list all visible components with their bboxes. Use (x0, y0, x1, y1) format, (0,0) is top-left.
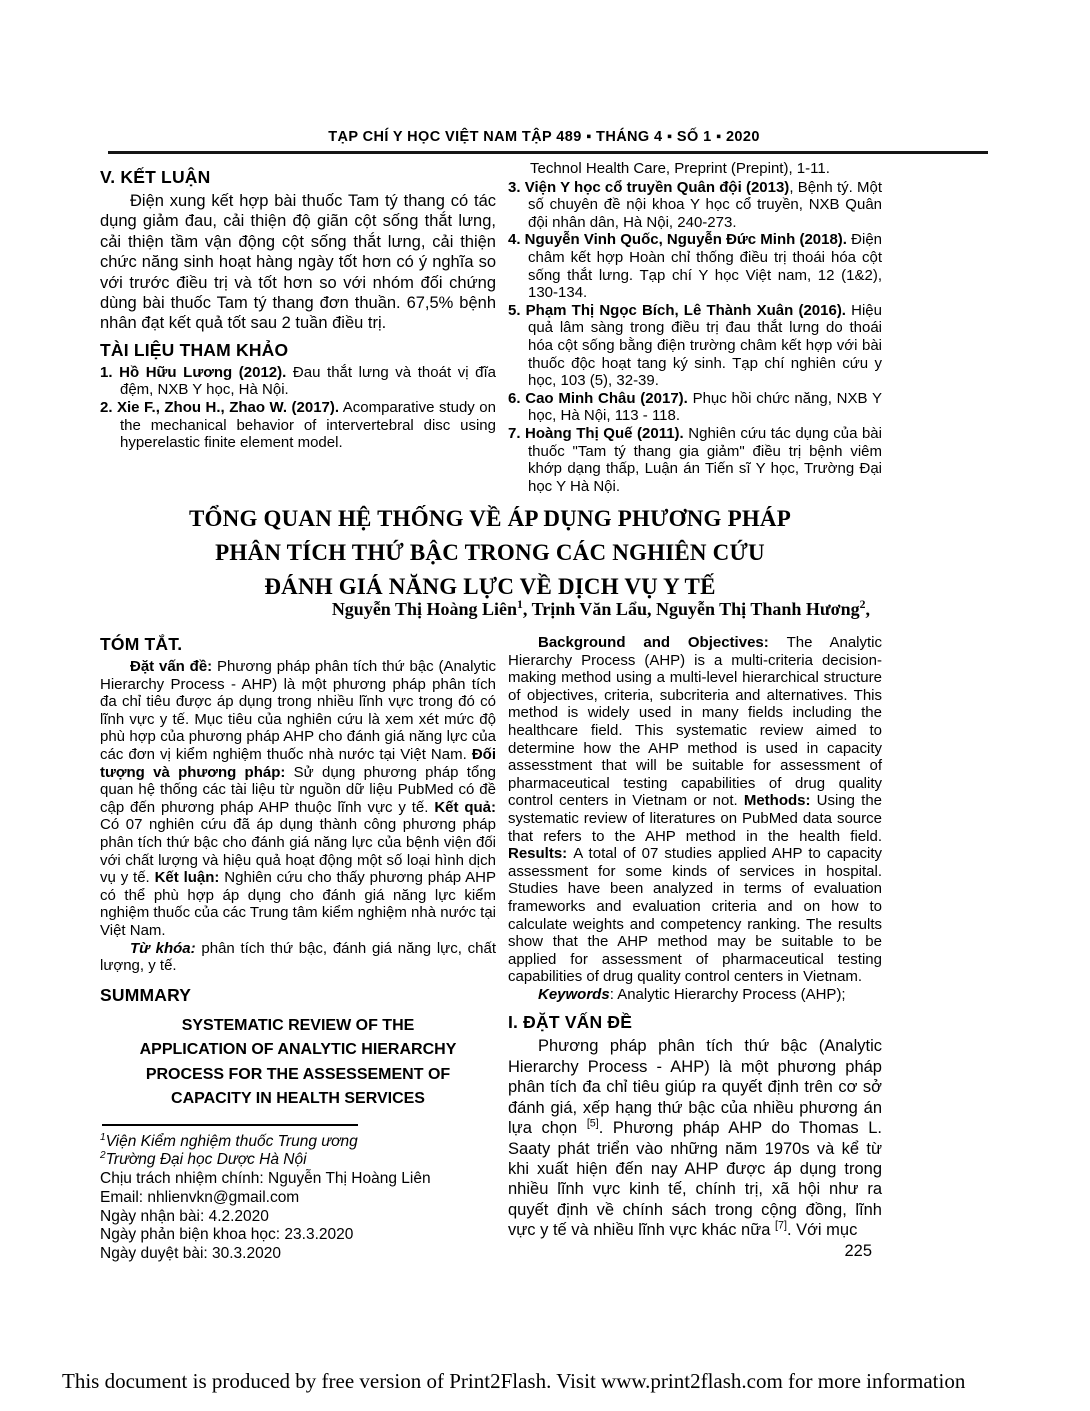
reference-item (100, 399, 496, 452)
prev-article-right-column (508, 160, 882, 495)
article-title (100, 502, 880, 604)
reference-continuation: Technol Health Care, Preprint (Prepint), 1-11. (530, 160, 830, 177)
conclusion-heading: V. KẾT LUẬN (100, 167, 211, 187)
abstract-en-keywords: Keywords: Analytic Hierarchy Process (AHP); (538, 985, 846, 1003)
reference-item (508, 179, 882, 232)
reference-authors: 1. Hồ Hữu Lương (2012). (100, 363, 287, 381)
summary-title-line: PROCESS FOR THE ASSESSEMENT OF (145, 1065, 451, 1083)
article-authors: Nguyễn Thị Hoàng Liên$^1$, Trịnh Văn Lẩu, Nguyễn Thị Thanh Hương$^2$, (331, 598, 870, 619)
reference-list-right (508, 179, 882, 496)
abstract-vi-paragraph: Đặt vấn đề: Phương pháp phân tích thứ bậc (Analytic Hierarchy Process - AHP) là một phương pháp phân tích đa chỉ tiêu được áp dụng trong nhiều lĩnh vực trong đó có lĩnh vực y tế. Mục tiêu của nghiên cứu là xem xét mức độ phù hợp của phương pháp AHP cho đánh giá năng lực của các đơn vị kiểm nghiệm thuốc nhà nước tại Việt Nam. Đối tượng và phương pháp: Sử dụng phương pháp tổng quan hệ thống các tài liệu từ nguồn dữ liệu PubMed có đề cập đến phương pháp AHP thuộc lĩnh vực y tế. Kết quả: Có 07 nghiên cứu đã áp dụng thành công phương pháp phân tích thứ bậc cho đánh giá năng lực của bệnh viện đối với chất lượng và hiệu quả hoạt động một số loại hình dịch vụ y tế. Kết luận: Nghiên cứu cho thấy phương pháp AHP có thể phù hợp áp dụng cho đánh giá năng lực kiểm nghiệm thuốc của các Trung tâm kiểm nghiệm nhà nước tại Việt Nam. (100, 658, 497, 939)
abstract-en-paragraph: Background and Objectives: The Analytic Hierarchy Process (AHP) is a multi-criteria decision-making method using a multi-level hierarchical structure of objectives, criteria, subcriteria and alternatives. This method is widely used in many fields including the healthcare field. This systematic review aimed to determine how the AHP method is used in capacity assesstment that will be suitable for assessment of pharmaceutical testing capabilities of drug quality control centers in Vietnam or not. Methods: Using the systematic review of literatures on PubMed data source that refers to the AHP method in the health field. Results: A total of 07 studies applied AHP to capacity assessment for some kinds of services in hospital. Studies have been analyzed in terms of evaluation frameworks and evaluation criteria and on how to calculate weights and competency ranking. The results show that the AHP method may be suitable to be applied for assessment of pharmaceutical testing capabilities of drug quality control centers in Vietnam. (508, 634, 883, 986)
reference-text: Nghiên cứu tác dụng của bài thuốc "Tam tý thang gia giảm" điều trị bệnh viêm khớp dạng thấp, Luận án Tiến sĩ Y học, Trường Đại học Y Hà Nội. (528, 424, 882, 495)
article-title-line: PHÂN TÍCH THỨ BẬC TRONG CÁC NGHIÊN CỨU (215, 540, 765, 565)
reference-item (508, 390, 882, 425)
reference-text: Acomparative study on the mechanical behavior of intervertebral disc using hyperelastic finite element model. (120, 399, 496, 452)
reference-item (508, 425, 882, 495)
article-title-line: TỔNG QUAN HỆ THỐNG VỀ ÁP DỤNG PHƯƠNG PHÁP (189, 506, 791, 531)
reference-list-left (100, 364, 496, 452)
page-number: 225 (844, 1242, 872, 1260)
footnote-date-received: Ngày nhận bài: 4.2.2020 (100, 1207, 269, 1225)
footnote-rule (102, 1124, 358, 1126)
reference-text: Phục hồi chức năng, NXB Y học, Hà Nội, 113 - 118. (528, 389, 882, 425)
reference-item (100, 364, 496, 399)
article-right-column (508, 634, 882, 1241)
article-left-column (100, 634, 496, 1264)
summary-title-line: SYSTEMATIC REVIEW OF THE (181, 1016, 415, 1034)
references-heading: TÀI LIỆU THAM KHẢO (100, 339, 289, 360)
footnote-date-accepted: Ngày duyệt bài: 30.3.2020 (100, 1244, 281, 1262)
abstract-vi-heading: TÓM TẮT. (100, 634, 183, 654)
footnote-affiliation-1: $^1$Viện Kiểm nghiệm thuốc Trung ương (100, 1131, 358, 1150)
introduction-paragraph: Phương pháp phân tích thứ bậc (Analytic Hierarchy Process - AHP) là một phương pháp phân tích đa chỉ tiêu giúp ra quyết định trên cơ sở đánh giá, xếp hạng thứ bậc của nhiều phương án lựa chọn [5]. Phương pháp AHP do Thomas L. Saaty phát triển vào những năm 1970s và kể từ khi xuất hiện đến nay AHP được áp dụng trong nhiều lĩnh vực kinh tế, chính trị, xã hội như ra quyết định về chính sách trong cộng đồng, lĩnh vực y tế và nhiều lĩnh vực khác nữa [7]. Với mục (508, 1037, 882, 1240)
article-title-line: ĐÁNH GIÁ NĂNG LỰC VỀ DỊCH VỤ Y TẾ (264, 574, 716, 599)
summary-title-line: APPLICATION OF ANALYTIC HIERARCHY (139, 1041, 457, 1059)
reference-authors: 3. Viện Y học cổ truyền Quân đội (2013) (508, 178, 790, 196)
footnote-corresponding: Chịu trách nhiệm chính: Nguyễn Thị Hoàng Liên (100, 1170, 431, 1188)
summary-title-line: CAPACITY IN HEALTH SERVICES (171, 1090, 425, 1108)
reference-item (508, 302, 882, 390)
print2flash-watermark: This document is produced by free version of Print2Flash. Visit www.print2flash.com for more information (62, 1369, 966, 1393)
reference-item (508, 231, 882, 301)
abstract-vi-keywords: Từ khóa: phân tích thứ bậc, đánh giá năng lực, chất lượng, y tế. (100, 939, 496, 975)
reference-authors: 5. Phạm Thị Ngọc Bích, Lê Thành Xuân (2016). (508, 301, 846, 319)
footnote-affiliation-2: $^2$Trường Đại học Dược Hà Nội (100, 1150, 307, 1169)
summary-title (104, 1014, 492, 1112)
prev-article-left-column (100, 167, 496, 452)
reference-text: , Bệnh tý. Một số chuyên đề nội khoa Y học cổ truyền, NXB Quân đội nhân dân, Hà Nội, 240-273. (528, 178, 882, 231)
reference-text: Đau thắt lưng và thoát vị đĩa đệm, NXB Y học, Hà Nội. (120, 363, 497, 399)
reference-authors: 7. Hoàng Thị Quế (2011). (508, 424, 684, 442)
summary-heading: SUMMARY (100, 984, 192, 1005)
conclusion-paragraph: Điện xung kết hợp bài thuốc Tam tý thang có tác dụng giảm đau, cải thiện độ giãn cột sống thắt lưng, cải thiện tầm vận động cột sống thắt lưng, cải thiện chức năng sinh hoạt hàng ngày tốt hơn có ý nghĩa so với trước điều trị và tốt hơn so với nhóm đối chứng dùng bài thuốc Tam tý thang đơn thuần. 67,5% bệnh nhân đạt kết quả tốt sau 2 tuần điều trị. (100, 192, 496, 333)
introduction-heading: I. ĐẶT VẤN ĐỀ (508, 1012, 633, 1033)
reference-authors: 4. Nguyễn Vinh Quốc, Nguyễn Đức Minh (2018). (508, 231, 847, 249)
footnote-email: Email: nhlienvkn@gmail.com (100, 1188, 300, 1206)
journal-header: TẠP CHÍ Y HỌC VIỆT NAM TẬP 489 ▪ THÁNG 4 ▪ SỐ 1 ▪ 2020 (328, 129, 760, 145)
reference-text: Hiệu quả lâm sàng trong điều trị đau thắt lưng do thoái hóa cột sống bằng điện trường châm kết hợp với bài thuốc độc hoạt tang ký sinh. Tạp chí nghiên cứu y học, 103 (5), 32-39. (528, 301, 882, 390)
reference-text: Điện châm kết hợp Hoàn chỉ thống điều trị thoái hóa cột sống thắt lưng. Tạp chí Y học Việt nam, 12 (1&2), 130-134. (528, 231, 883, 302)
reference-authors: 6. Cao Minh Châu (2017). (508, 389, 688, 407)
header-rule (108, 151, 988, 154)
footnote-date-reviewed: Ngày phản biện khoa học: 23.3.2020 (100, 1226, 354, 1244)
reference-authors: 2. Xie F., Zhou H., Zhao W. (2017). (100, 399, 340, 417)
